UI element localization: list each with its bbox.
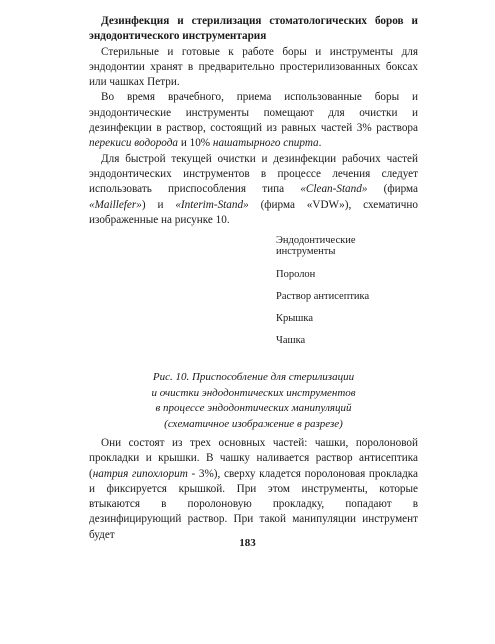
paragraph-4-text: Они состоят из трех основных частей: чашки, поролоновой прокладки и крышки. В чашку наливается раствор антисептика (	[89, 437, 418, 480]
paragraph-3-italic-1: «Clean-Stand»	[300, 183, 368, 196]
top-text-block	[89, 14, 418, 228]
paragraph-2-end: .	[318, 137, 322, 150]
figure-label-cup: Чашка	[276, 335, 306, 346]
paragraph-2	[89, 90, 418, 151]
paragraph-3-italic-2: «Maillefer»	[89, 198, 142, 211]
paragraph-3	[89, 152, 418, 228]
paragraph-3-end: (фирма «VDW»), схематично изображенные на рисунке 10.	[89, 198, 418, 226]
paragraph-3-middle-2: ) и	[141, 198, 176, 211]
paragraph-2-text: Во время врачебного, приема использованные боры и эндодонтические инструменты помещают для очистки и дезинфекции в раствор, состоящий из равных частей 3% раствора	[89, 91, 418, 135]
paragraph-4-italic-1: натрия гипохлорит	[92, 467, 188, 480]
figure-caption	[89, 370, 418, 432]
paragraph-3-middle-1: (фирма	[367, 183, 418, 196]
paragraph-2-italic-1: перекиси водорода	[89, 137, 179, 150]
paragraph-2-middle: и 10%	[178, 137, 213, 150]
caption-line: Рис. 10. Приспособление для стерилизации	[152, 371, 355, 383]
caption-line: в процессе эндодонтических манипуляций	[155, 402, 352, 414]
figure-label-antiseptic: Раствор антисептика	[276, 291, 370, 302]
caption-line: (схематичное изображение в разрезе)	[164, 417, 343, 430]
figure-label-foam: Поролон	[276, 269, 316, 280]
page-number: 183	[239, 537, 256, 549]
paragraph-4-end: - 3%), сверху кладется поролоновая прокладка и фиксируется крышкой. При этом инструменты, которые втыкаются в поролоновую прокладку, попадают в дезинфицирующий раствор. При такой манипуляции инструмент будет	[89, 467, 419, 541]
paragraph-3-text: Для быстрой текущей очистки и дезинфекции рабочих частей эндодонтических инструментов в процессе лечения следует использовать приспособления типа	[89, 152, 418, 196]
paragraph-2-italic-2: нашатырного спирта	[212, 137, 319, 150]
paragraph-4	[89, 436, 418, 543]
figure-label-lid: Крышка	[276, 313, 313, 324]
paragraph-3-italic-3: «Interim-Stand»	[175, 198, 249, 211]
figure-labels	[276, 235, 376, 346]
section-heading: Дезинфекция и стерилизация стоматологических боров и эндодонтического инструментария	[89, 15, 418, 43]
caption-line: и очистки эндодонтических инструментов	[151, 386, 356, 399]
paragraph-1: Стерильные и готовые к работе боры и инструменты для эндодонтии хранят в предварительно простерилизованных боксах или чашках Петри.	[89, 45, 418, 89]
bottom-text-block	[89, 436, 418, 543]
figure-label-instruments: Эндодонтические инструменты	[276, 235, 356, 257]
